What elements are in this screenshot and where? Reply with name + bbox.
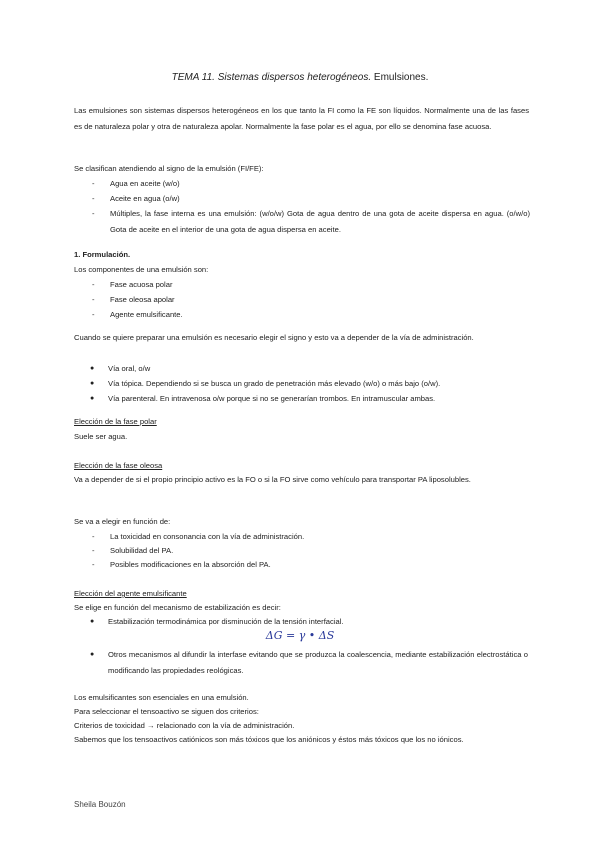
criteria-item-text: Posibles modificaciones en la absorción del PA. (110, 560, 271, 569)
closing-line: Criterios de toxicidad → relacionado con la vía de administración. (74, 721, 295, 730)
dash-marker: - (92, 546, 95, 555)
component-item-text: Agente emulsificante. (110, 310, 183, 319)
closing-line: Para seleccionar el tensoactivo se siguen dos criterios: (74, 707, 259, 716)
classify-item-text: Múltiples, la fase interna es una emulsión: (w/o/w) Gota de agua dentro de una gota de aceite dispersa en agua. (o/w/o) Gota de aceite en el interior de una gota de agua dispersa en aceite. (110, 209, 530, 234)
dash-marker: - (92, 179, 95, 188)
component-item-text: Fase oleosa apolar (110, 295, 175, 304)
dash-marker: - (92, 560, 95, 569)
footer-author: Sheila Bouzón (74, 800, 126, 809)
page-title (0, 72, 600, 83)
oily-text: Va a depender de si el propio principio activo es la FO o si la FO sirve como vehículo para transportar PA liposolubles. (74, 475, 471, 484)
polar-heading: Elección de la fase polar (74, 417, 157, 426)
criteria-item-text: La toxicidad en consonancia con la vía de administración. (110, 532, 305, 541)
bullet-marker: ● (90, 618, 95, 625)
route-item-text: Vía oral, o/w (108, 364, 151, 373)
criteria-item-text: Solubilidad del PA. (110, 546, 174, 555)
agent-intro: Se elige en función del mecanismo de estabilización es decir: (74, 603, 281, 612)
closing-line: Los emulsificantes son esenciales en una emulsión. (74, 693, 249, 702)
bullet-marker: ● (90, 365, 95, 372)
classify-intro: Se clasifican atendiendo al signo de la emulsión (FI/FE): (74, 164, 264, 173)
route-item-text: Vía tópica. Dependiendo si se busca un grado de penetración más elevado (w/o) o más bajo (o/w). (108, 379, 441, 388)
polar-text: Suele ser agua. (74, 432, 128, 441)
route-item-text: Vía parenteral. En intravenosa o/w porque si no se generarían trombos. En intramuscular ambas. (108, 394, 436, 403)
dash-marker: - (92, 280, 95, 289)
title-normal: Emulsiones. (371, 72, 429, 83)
classify-item-text: Agua en aceite (w/o) (110, 179, 180, 188)
mechanism-item-text: Otros mecanismos al difundir la interfase evitando que se produzca la coalescencia, mediante estabilización electrostática o modificando las propiedades reológicas. (108, 650, 528, 675)
section-heading: 1. Formulación. (74, 250, 131, 259)
bullet-marker: ● (90, 395, 95, 402)
prepare-paragraph: Cuando se quiere preparar una emulsión es necesario elegir el signo y esto va a depender de la vía de administración. (74, 333, 474, 342)
formula: ΔG = γ • ΔS (265, 629, 335, 642)
classify-item-text: Aceite en agua (o/w) (110, 194, 180, 203)
bullet-marker: ● (90, 380, 95, 387)
dash-marker: - (92, 209, 95, 218)
intro-paragraph: Las emulsiones son sistemas dispersos heterogéneos en los que tanto la FI como la FE son líquidos. Normalmente una de las fases es de naturaleza polar y otra de naturaleza apolar. Normalmente la fase polar es el agua, por ello se denomina fase acuosa. (74, 106, 529, 131)
dash-marker: - (92, 532, 95, 541)
mechanism-item-text: Estabilización termodinámica por disminución de la tensión interfacial. (108, 617, 344, 626)
dash-marker: - (92, 310, 95, 319)
dash-marker: - (92, 194, 95, 203)
closing-line: Sabemos que los tensoactivos catiónicos son más tóxicos que los aniónicos y éstos más tóxicos que los no iónicos. (74, 735, 464, 744)
title-italic: TEMA 11. Sistemas dispersos heterogéneos. (171, 72, 372, 83)
criteria-intro: Se va a elegir en función de: (74, 517, 171, 526)
agent-heading: Elección del agente emulsificante (74, 589, 187, 598)
component-item-text: Fase acuosa polar (110, 280, 173, 289)
bullet-marker: ● (90, 651, 95, 658)
oily-heading: Elección de la fase oleosa (74, 461, 163, 470)
components-intro: Los componentes de una emulsión son: (74, 265, 209, 274)
dash-marker: - (92, 295, 95, 304)
